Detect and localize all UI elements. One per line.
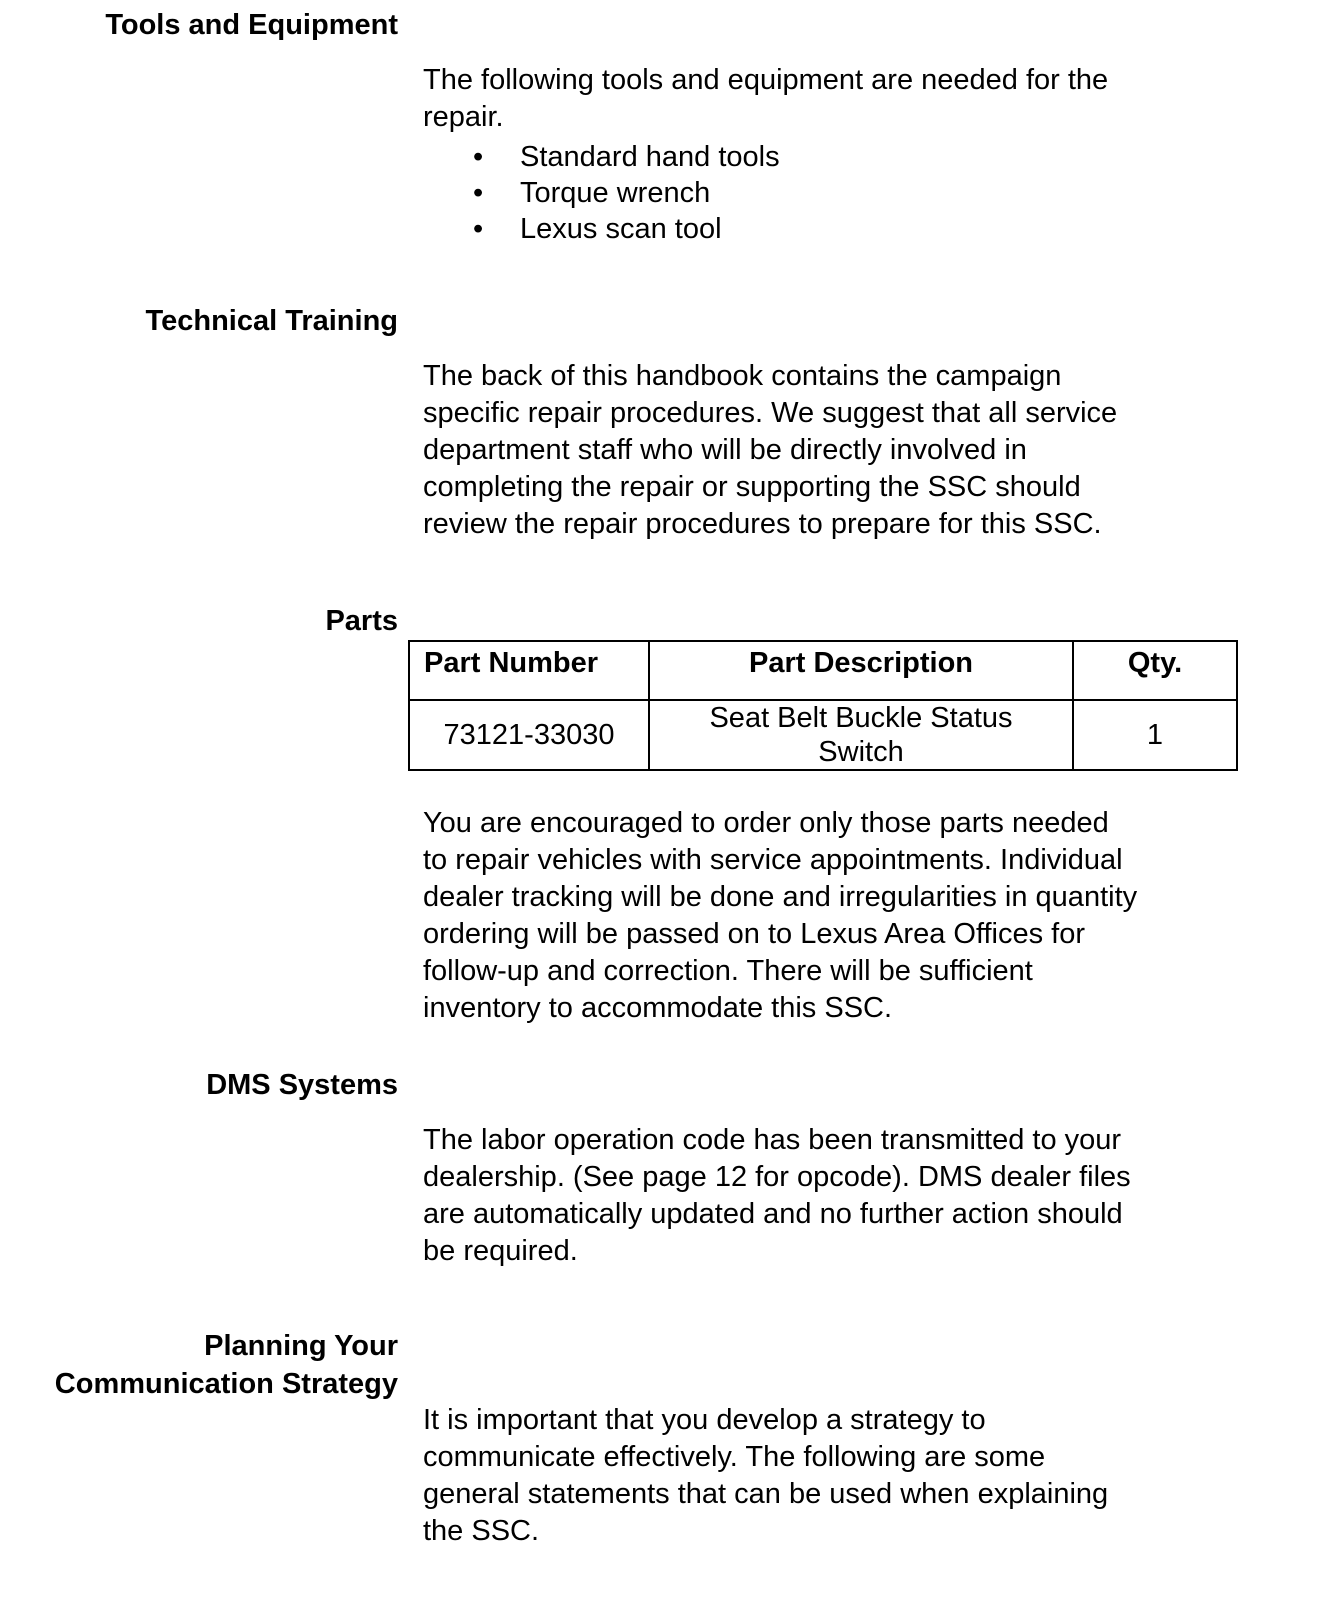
text-line: are automatically updated and no further action should [423,1198,1123,1230]
text-line: completing the repair or supporting the SSC should [423,471,1081,503]
text-line: follow-up and correction. There will be sufficient [423,955,1033,987]
parts-table [408,640,1238,771]
table-header-row [409,641,1237,700]
header-part-description: Part Description [649,641,1073,700]
text-line: the SSC. [423,1515,540,1547]
tools-paragraph [423,62,1108,136]
dms-paragraph [423,1122,1131,1270]
bullet-icon: • [473,213,484,245]
text-line: Communication Strategy [54,1368,398,1400]
heading-parts: Parts [325,605,398,637]
text-line: The following tools and equipment are needed for the [423,64,1109,96]
text-line: general statements that can be used when explaining [423,1478,1109,1510]
text-line: department staff who will be directly involved in [423,434,1027,466]
header-part-number: Part Number [409,641,649,700]
text-line: You are encouraged to order only those parts needed [423,807,1109,839]
list-item [470,211,780,247]
text-line: dealer tracking will be done and irregularities in quantity [423,881,1138,913]
text-line: communicate effectively. The following are some [423,1441,1046,1473]
list-item [470,175,780,211]
tools-list [470,139,780,247]
parts-paragraph [423,805,1137,1027]
text-line: It is important that you develop a strategy to [423,1404,986,1436]
table-row [409,700,1237,770]
text-line: review the repair procedures to prepare for this SSC. [423,508,1102,540]
text-line: Switch [818,736,904,768]
heading-planning-communication-strategy [55,1327,398,1403]
text-line: dealership. (See page 12 for opcode). DMS dealer files [423,1161,1131,1193]
text-line: specific repair procedures. We suggest that all service [423,397,1118,429]
text-line: be required. [423,1235,578,1267]
text-line: inventory to accommodate this SSC. [423,992,893,1024]
cell-part-number: 73121-33030 [409,700,649,770]
list-item [470,139,780,175]
heading-tools-and-equipment: Tools and Equipment [105,9,398,41]
text-line: repair. [423,101,504,133]
header-qty: Qty. [1073,641,1237,700]
cell-part-description [649,700,1073,770]
heading-technical-training: Technical Training [145,305,398,337]
text-line: The labor operation code has been transmitted to your [423,1124,1122,1156]
text-line: Seat Belt Buckle Status [709,702,1013,734]
list-item-text: Standard hand tools [520,141,780,173]
bullet-icon: • [473,141,484,173]
text-line: The back of this handbook contains the campaign [423,360,1062,392]
bullet-icon: • [473,177,484,209]
text-line: Planning Your [204,1330,398,1362]
text-line: ordering will be passed on to Lexus Area Offices for [423,918,1086,950]
text-line: to repair vehicles with service appointments. Individual [423,844,1123,876]
cell-qty: 1 [1073,700,1237,770]
training-paragraph [423,358,1117,543]
list-item-text: Torque wrench [520,177,711,209]
heading-dms-systems: DMS Systems [206,1069,398,1101]
list-item-text: Lexus scan tool [520,213,722,245]
planning-paragraph [423,1402,1108,1550]
